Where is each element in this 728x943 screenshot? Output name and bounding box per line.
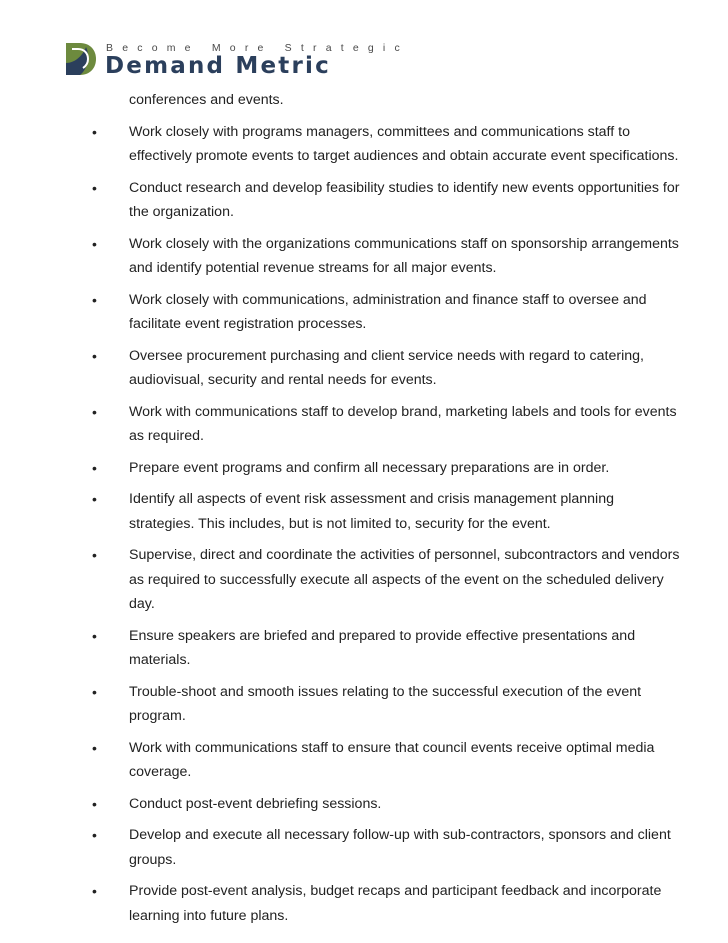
logo-tagline: Become More Strategic	[106, 42, 409, 54]
bullet-icon: •	[92, 883, 97, 899]
list-item	[92, 792, 682, 817]
list-item	[92, 624, 682, 673]
list-item	[92, 680, 682, 729]
list-item	[92, 400, 682, 449]
list-item	[92, 823, 682, 872]
document-body	[92, 88, 682, 935]
list-item	[92, 232, 682, 281]
list-item-text: Conduct research and develop feasibility studies to identify new events opportunities for the organization.	[129, 179, 680, 220]
list-item	[92, 456, 682, 481]
bullet-icon: •	[92, 739, 97, 756]
bullet-icon: •	[92, 827, 97, 843]
bullet-icon: •	[92, 403, 97, 420]
list-item	[92, 288, 682, 337]
bullet-icon: •	[92, 347, 97, 364]
bullet-icon: •	[92, 491, 97, 507]
list-item-text: Work closely with programs managers, committees and communications staff to effectively promote events to target audiences and obtain accurate event specifications.	[129, 123, 679, 164]
list-item-text: Work closely with communications, administration and finance staff to oversee and facilitate event registration processes.	[129, 291, 647, 332]
bullet-list	[92, 120, 682, 929]
list-item-text: Identify all aspects of event risk assessment and crisis management planning strategies. This includes, but is not limited to, security for the event.	[129, 491, 614, 532]
list-item-text: Work with communications staff to develop brand, marketing labels and tools for events as required.	[129, 403, 677, 444]
list-item-text: Provide post-event analysis, budget recaps and participant feedback and incorporate learning into future plans.	[129, 883, 662, 924]
list-item-text: Trouble-shoot and smooth issues relating to the successful execution of the event program.	[129, 683, 642, 724]
list-item	[92, 344, 682, 393]
list-item	[92, 543, 682, 617]
bullet-icon: •	[92, 683, 97, 700]
list-item	[92, 736, 682, 785]
bullet-icon: •	[92, 547, 97, 563]
list-item	[92, 120, 682, 169]
demand-metric-logo	[64, 38, 409, 80]
list-item	[92, 487, 682, 536]
list-item-text: Oversee procurement purchasing and client service needs with regard to catering, audiovisual, security and rental needs for events.	[129, 347, 644, 388]
list-item-text: Develop and execute all necessary follow-up with sub-contractors, sponsors and client groups.	[129, 827, 671, 868]
list-item-text: Ensure speakers are briefed and prepared to provide effective presentations and materials.	[129, 627, 636, 668]
list-item-text: Prepare event programs and confirm all necessary preparations are in order.	[129, 459, 610, 476]
bullet-icon: •	[92, 235, 97, 252]
list-item-text: Work with communications staff to ensure that council events receive optimal media coverage.	[129, 739, 655, 780]
list-item-text: Conduct post-event debriefing sessions.	[129, 795, 382, 812]
list-item-text: Supervise, direct and coordinate the activities of personnel, subcontractors and vendors as required to successfully execute all aspects of the event on the scheduled delivery day.	[129, 547, 680, 612]
logo-mark-icon	[64, 41, 98, 77]
list-item-text: Work closely with the organizations communications staff on sponsorship arrangements and identify potential revenue streams for all major events.	[129, 235, 679, 276]
logo-brand-name: Demand Metric	[105, 53, 331, 79]
bullet-icon: •	[92, 123, 97, 140]
bullet-icon: •	[92, 459, 97, 476]
list-item	[92, 176, 682, 225]
bullet-icon: •	[92, 179, 97, 196]
bullet-icon: •	[92, 795, 97, 812]
bullet-icon: •	[92, 627, 97, 644]
list-item	[92, 879, 682, 928]
continued-text: conferences and events.	[129, 92, 284, 108]
bullet-icon: •	[92, 291, 97, 308]
